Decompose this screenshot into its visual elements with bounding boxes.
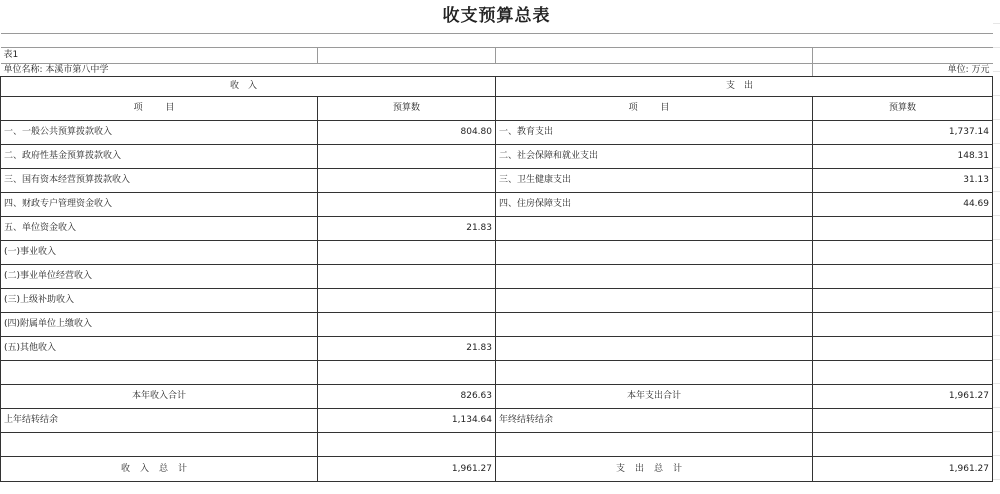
income-amount-cell[interactable] <box>318 313 496 337</box>
unit-name: 本溪市第八中学 <box>45 64 109 75</box>
empty-cell[interactable] <box>318 48 496 64</box>
unit-cell[interactable] <box>813 64 993 77</box>
income-item-cell[interactable]: 二、政府性基金预算拨款收入 <box>1 145 318 169</box>
section-header-row <box>1 77 993 97</box>
grand-total-row <box>1 457 993 482</box>
expense-item-cell[interactable] <box>496 313 813 337</box>
table-row <box>1 313 993 337</box>
expense-item-cell[interactable] <box>496 241 813 265</box>
income-year-total[interactable]: 826.63 <box>318 385 496 409</box>
spacer-row <box>1 34 993 48</box>
expense-item-cell[interactable] <box>496 217 813 241</box>
empty-cell[interactable] <box>496 433 813 457</box>
blank-row <box>1 433 993 457</box>
income-amount-cell[interactable] <box>318 169 496 193</box>
expense-item-cell[interactable] <box>496 265 813 289</box>
income-item-cell[interactable]: (四)附属单位上缴收入 <box>1 313 318 337</box>
expense-item-cell[interactable] <box>496 337 813 361</box>
income-amount-cell[interactable] <box>318 241 496 265</box>
unit-info-row <box>1 64 993 77</box>
expense-item-cell[interactable] <box>496 289 813 313</box>
expense-amount-cell[interactable] <box>813 313 993 337</box>
income-amount-header[interactable]: 预算数 <box>318 97 496 121</box>
income-item-cell[interactable] <box>1 361 318 385</box>
title-row <box>1 0 993 34</box>
unit-value: 万元 <box>971 64 990 75</box>
expense-amount-cell[interactable] <box>813 361 993 385</box>
expense-carryover-label[interactable]: 年终结转结余 <box>496 409 813 433</box>
income-carryover[interactable]: 1,134.64 <box>318 409 496 433</box>
expense-amount-cell[interactable]: 148.31 <box>813 145 993 169</box>
table-row <box>1 265 993 289</box>
income-amount-cell[interactable] <box>318 289 496 313</box>
expense-item-cell[interactable] <box>496 361 813 385</box>
expense-item-cell[interactable]: 一、教育支出 <box>496 121 813 145</box>
income-grand-total[interactable]: 1,961.27 <box>318 457 496 482</box>
income-amount-cell[interactable] <box>318 145 496 169</box>
income-carryover-label[interactable]: 上年结转结余 <box>1 409 318 433</box>
unit-label: 单位: <box>947 64 969 75</box>
expense-grand-total[interactable]: 1,961.27 <box>813 457 993 482</box>
expense-item-cell[interactable]: 四、住房保障支出 <box>496 193 813 217</box>
table-row <box>1 337 993 361</box>
empty-cell[interactable] <box>813 433 993 457</box>
year-total-row <box>1 385 993 409</box>
expense-amount-header[interactable]: 预算数 <box>813 97 993 121</box>
table-row <box>1 217 993 241</box>
income-amount-cell[interactable] <box>318 361 496 385</box>
income-year-total-label[interactable]: 本年收入合计 <box>1 385 318 409</box>
empty-cell[interactable] <box>1 433 318 457</box>
expense-amount-cell[interactable] <box>813 265 993 289</box>
income-amount-cell[interactable] <box>318 193 496 217</box>
expense-item-header[interactable]: 项 目 <box>496 97 813 121</box>
income-section-header[interactable]: 收入 <box>1 77 496 97</box>
income-amount-cell[interactable]: 21.83 <box>318 217 496 241</box>
income-item-cell[interactable]: 四、财政专户管理资金收入 <box>1 193 318 217</box>
table-row <box>1 361 993 385</box>
table-number-row <box>1 48 993 64</box>
income-amount-cell[interactable] <box>318 265 496 289</box>
expense-carryover[interactable] <box>813 409 993 433</box>
income-amount-cell[interactable]: 804.80 <box>318 121 496 145</box>
income-item-cell[interactable]: 五、单位资金收入 <box>1 217 318 241</box>
table-row <box>1 121 993 145</box>
expense-amount-cell[interactable]: 44.69 <box>813 193 993 217</box>
expense-item-cell[interactable]: 二、社会保障和就业支出 <box>496 145 813 169</box>
expense-year-total[interactable]: 1,961.27 <box>813 385 993 409</box>
expense-amount-cell[interactable] <box>813 241 993 265</box>
column-header-row <box>1 97 993 121</box>
expense-amount-cell[interactable]: 1,737.14 <box>813 121 993 145</box>
income-item-cell[interactable]: (五)其他收入 <box>1 337 318 361</box>
income-amount-cell[interactable]: 21.83 <box>318 337 496 361</box>
income-item-cell[interactable]: 三、国有资本经营预算拨款收入 <box>1 169 318 193</box>
expense-item-cell[interactable]: 三、卫生健康支出 <box>496 169 813 193</box>
expense-amount-cell[interactable] <box>813 289 993 313</box>
income-item-cell[interactable]: (一)事业收入 <box>1 241 318 265</box>
carryover-row <box>1 409 993 433</box>
table-row <box>1 289 993 313</box>
unit-name-label: 单位名称: <box>3 64 43 75</box>
expense-grand-total-label[interactable]: 支出总计 <box>496 457 813 482</box>
expense-year-total-label[interactable]: 本年支出合计 <box>496 385 813 409</box>
expense-amount-cell[interactable]: 31.13 <box>813 169 993 193</box>
empty-cell[interactable] <box>813 48 993 64</box>
table-row <box>1 145 993 169</box>
table-number[interactable]: 表1 <box>1 48 318 64</box>
table-row <box>1 169 993 193</box>
unit-name-cell[interactable] <box>1 64 813 77</box>
income-item-cell[interactable]: 一、一般公共预算拨款收入 <box>1 121 318 145</box>
table-row <box>1 193 993 217</box>
expense-amount-cell[interactable] <box>813 217 993 241</box>
expense-amount-cell[interactable] <box>813 337 993 361</box>
income-item-header[interactable]: 项 目 <box>1 97 318 121</box>
page-title: 收支预算总表 <box>1 0 993 34</box>
empty-cell[interactable] <box>318 433 496 457</box>
table-row <box>1 241 993 265</box>
empty-cell[interactable] <box>496 48 813 64</box>
expense-section-header[interactable]: 支出 <box>496 77 993 97</box>
income-item-cell[interactable]: (三)上级补助收入 <box>1 289 318 313</box>
income-item-cell[interactable]: (二)事业单位经营收入 <box>1 265 318 289</box>
income-grand-total-label[interactable]: 收入总计 <box>1 457 318 482</box>
